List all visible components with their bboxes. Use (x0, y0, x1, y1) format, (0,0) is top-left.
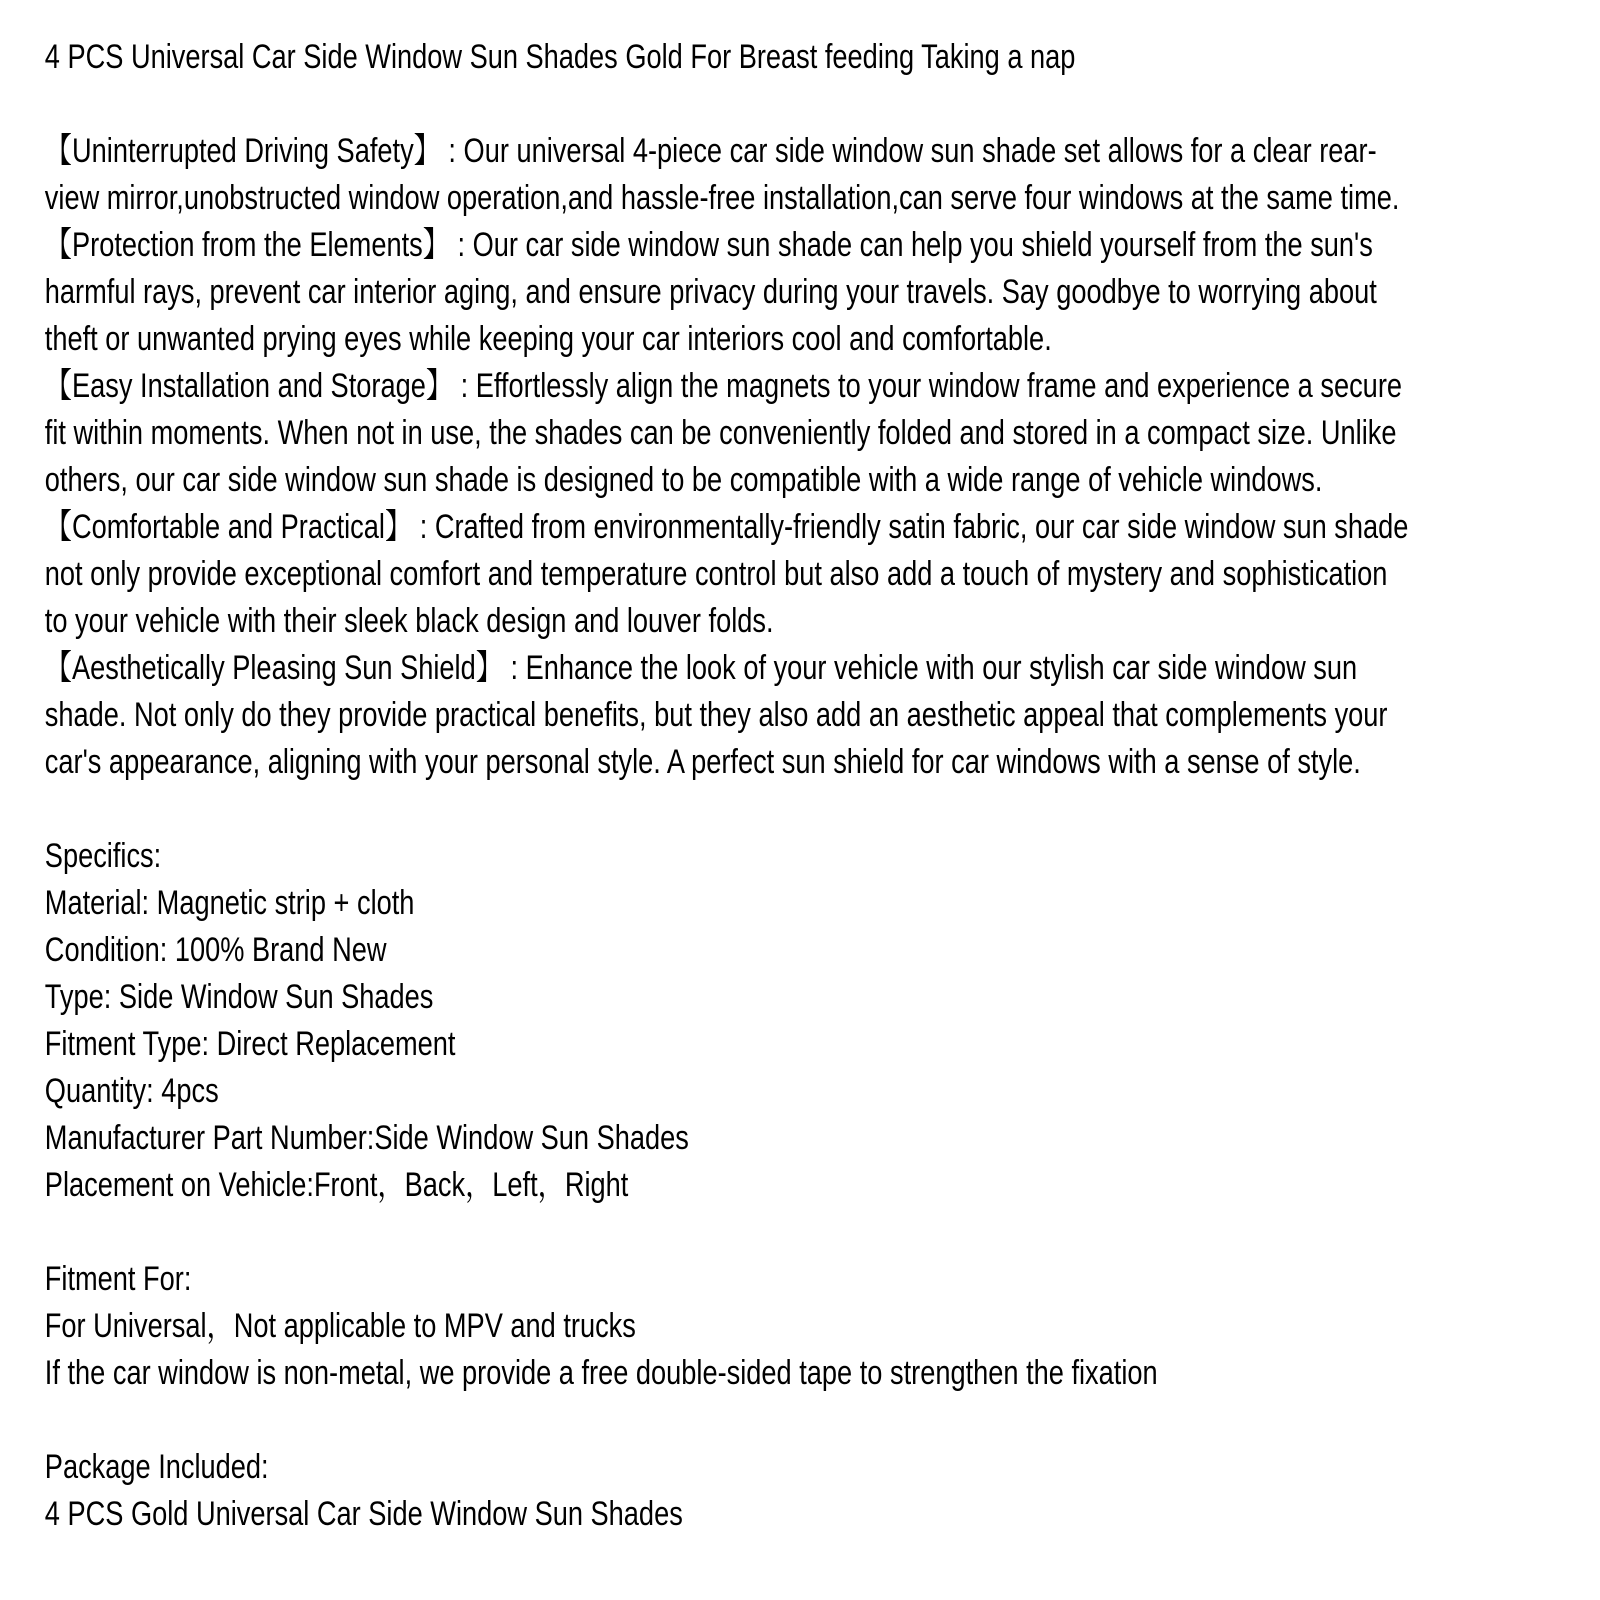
text-line: view mirror,unobstructed window operation,and hassle-free installation,can serve four windows at the same time. (44, 179, 1400, 217)
text-line: harmful rays, prevent car interior aging, and ensure privacy during your travels. Say goodbye to worrying about (44, 273, 1377, 311)
text-line: 4 PCS Gold Universal Car Side Window Sun Shades (44, 1495, 683, 1533)
text-line: not only provide exceptional comfort and temperature control but also add a touch of mystery and sophistication (44, 555, 1388, 593)
text-line: If the car window is non-metal, we provide a free double-sided tape to strengthen the fixation (44, 1354, 1158, 1392)
text-line: to your vehicle with their sleek black design and louver folds. (44, 602, 774, 640)
text-line: 【Comfortable and Practical】 : Crafted from environmentally-friendly satin fabric, our car side window sun shade (44, 508, 1409, 546)
text-line: Specifics: (44, 837, 162, 875)
text-line: For Universal，Not applicable to MPV and trucks (44, 1307, 636, 1345)
text-line: 【Aesthetically Pleasing Sun Shield】 : Enhance the look of your vehicle with our stylish car side window sun (44, 649, 1358, 687)
text-line: Condition: 100% Brand New (44, 931, 387, 969)
package-section (45, 1444, 1600, 1538)
text-line: 【Uninterrupted Driving Safety】 : Our universal 4-piece car side window sun shade set allows for a clear rear- (44, 132, 1377, 170)
text-line: shade. Not only do they provide practical benefits, but they also add an aesthetic appeal that complements your (44, 696, 1388, 734)
fitment-section (45, 1256, 1600, 1397)
text-line: 【Easy Installation and Storage】 : Effortlessly align the magnets to your window frame and experience a secure (44, 367, 1402, 405)
text-line: 【Protection from the Elements】 : Our car side window sun shade can help you shield yourself from the sun's (44, 226, 1373, 264)
text-line: Fitment For: (44, 1260, 192, 1298)
text-line: car's appearance, aligning with your personal style. A perfect sun shield for car windows with a sense of style. (44, 743, 1361, 781)
text-line: theft or unwanted prying eyes while keeping your car interiors cool and comfortable. (44, 320, 1052, 358)
feature-description (45, 128, 1600, 786)
specifics-section (45, 833, 1600, 1209)
text-line: Quantity: 4pcs (44, 1072, 219, 1110)
text-line: Manufacturer Part Number:Side Window Sun Shades (44, 1119, 689, 1157)
text-line: Package Included: (44, 1448, 269, 1486)
text-line: Placement on Vehicle:Front，Back，Left，Right (44, 1166, 629, 1204)
text-line: fit within moments. When not in use, the shades can be conveniently folded and stored in a compact size. Unlike (44, 414, 1397, 452)
text-line: Material: Magnetic strip + cloth (44, 884, 415, 922)
text-line: Type: Side Window Sun Shades (44, 978, 434, 1016)
product-title: 4 PCS Universal Car Side Window Sun Shades Gold For Breast feeding Taking a nap (44, 38, 1076, 76)
title-section (45, 34, 1600, 81)
text-line: Fitment Type: Direct Replacement (44, 1025, 456, 1063)
text-line: others, our car side window sun shade is designed to be compatible with a wide range of vehicle windows. (44, 461, 1323, 499)
